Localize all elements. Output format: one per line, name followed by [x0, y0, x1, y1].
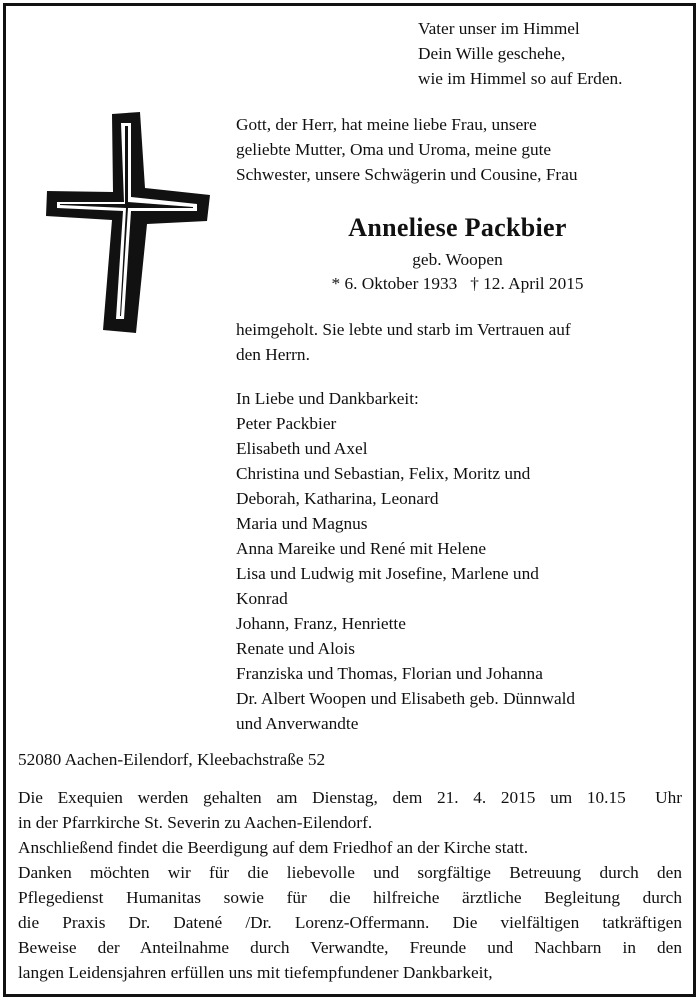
family-line: Peter Packbier: [236, 414, 337, 433]
family-line: Deborah, Katharina, Leonard: [236, 489, 439, 508]
notice-line: Pflegedienst Humanitas sowie für die hilfreiche ärztliche Begleitung durch: [18, 888, 682, 907]
cross-icon: [44, 112, 214, 334]
notice-line: in der Pfarrkirche St. Severin zu Aachen-Eilendorf.: [18, 813, 373, 832]
after-line: den Herrn.: [236, 345, 310, 364]
notice-line: Anschließend findet die Beerdigung auf dem Friedhof an der Kirche statt.: [18, 838, 529, 857]
notice-line: Danken möchten wir für die liebevolle und sorgfältige Betreuung durch den: [18, 863, 682, 882]
notice-line: Beweise der Anteilnahme durch Verwandte, Freunde und Nachbarn in den: [18, 938, 682, 957]
notice-line: langen Leidensjahren erfüllen uns mit tiefempfundener Dankbarkeit,: [18, 963, 493, 982]
after-line: heimgeholt. Sie lebte und starb im Vertrauen auf: [236, 320, 571, 339]
intro-line: Schwester, unsere Schwägerin und Cousine, Frau: [236, 165, 578, 184]
family-line: und Anverwandte: [236, 714, 359, 733]
prayer-block: [418, 16, 622, 91]
family-line: Konrad: [236, 589, 288, 608]
family-line: Christina und Sebastian, Felix, Moritz und: [236, 464, 531, 483]
prayer-line: wie im Himmel so auf Erden.: [418, 69, 623, 88]
funeral-notice: [18, 785, 682, 985]
after-block: [236, 317, 571, 367]
life-dates: * 6. Oktober 1933 † 12. April 2015: [331, 274, 584, 293]
family-line: Franziska und Thomas, Florian und Johanna: [236, 664, 543, 683]
maiden-name: geb. Woopen: [412, 250, 503, 269]
intro-block: [236, 112, 578, 187]
family-list: [236, 386, 575, 736]
family-line: Johann, Franz, Henriette: [236, 614, 406, 633]
prayer-line: Dein Wille geschehe,: [418, 44, 566, 63]
family-line: Dr. Albert Woopen und Elisabeth geb. Dünnwald: [236, 689, 576, 708]
intro-line: Gott, der Herr, hat meine liebe Frau, unsere: [236, 115, 537, 134]
family-line: Elisabeth und Axel: [236, 439, 368, 458]
address: 52080 Aachen-Eilendorf, Kleebachstraße 52: [18, 750, 326, 769]
family-line: Anna Mareike und René mit Helene: [236, 539, 487, 558]
intro-line: geliebte Mutter, Oma und Uroma, meine gute: [236, 140, 552, 159]
family-line: Lisa und Ludwig mit Josefine, Marlene und: [236, 564, 539, 583]
family-line: Maria und Magnus: [236, 514, 368, 533]
deceased-name: Anneliese Packbier: [348, 213, 567, 242]
notice-line: Die Exequien werden gehalten am Dienstag, dem 21. 4. 2015 um 10.15 Uhr: [18, 788, 682, 807]
family-line: In Liebe und Dankbarkeit:: [236, 389, 419, 408]
prayer-line: Vater unser im Himmel: [418, 19, 580, 38]
notice-line: die Praxis Dr. Datené /Dr. Lorenz-Offermann. Die vielfältigen tatkräftigen: [18, 913, 682, 932]
family-line: Renate und Alois: [236, 639, 356, 658]
